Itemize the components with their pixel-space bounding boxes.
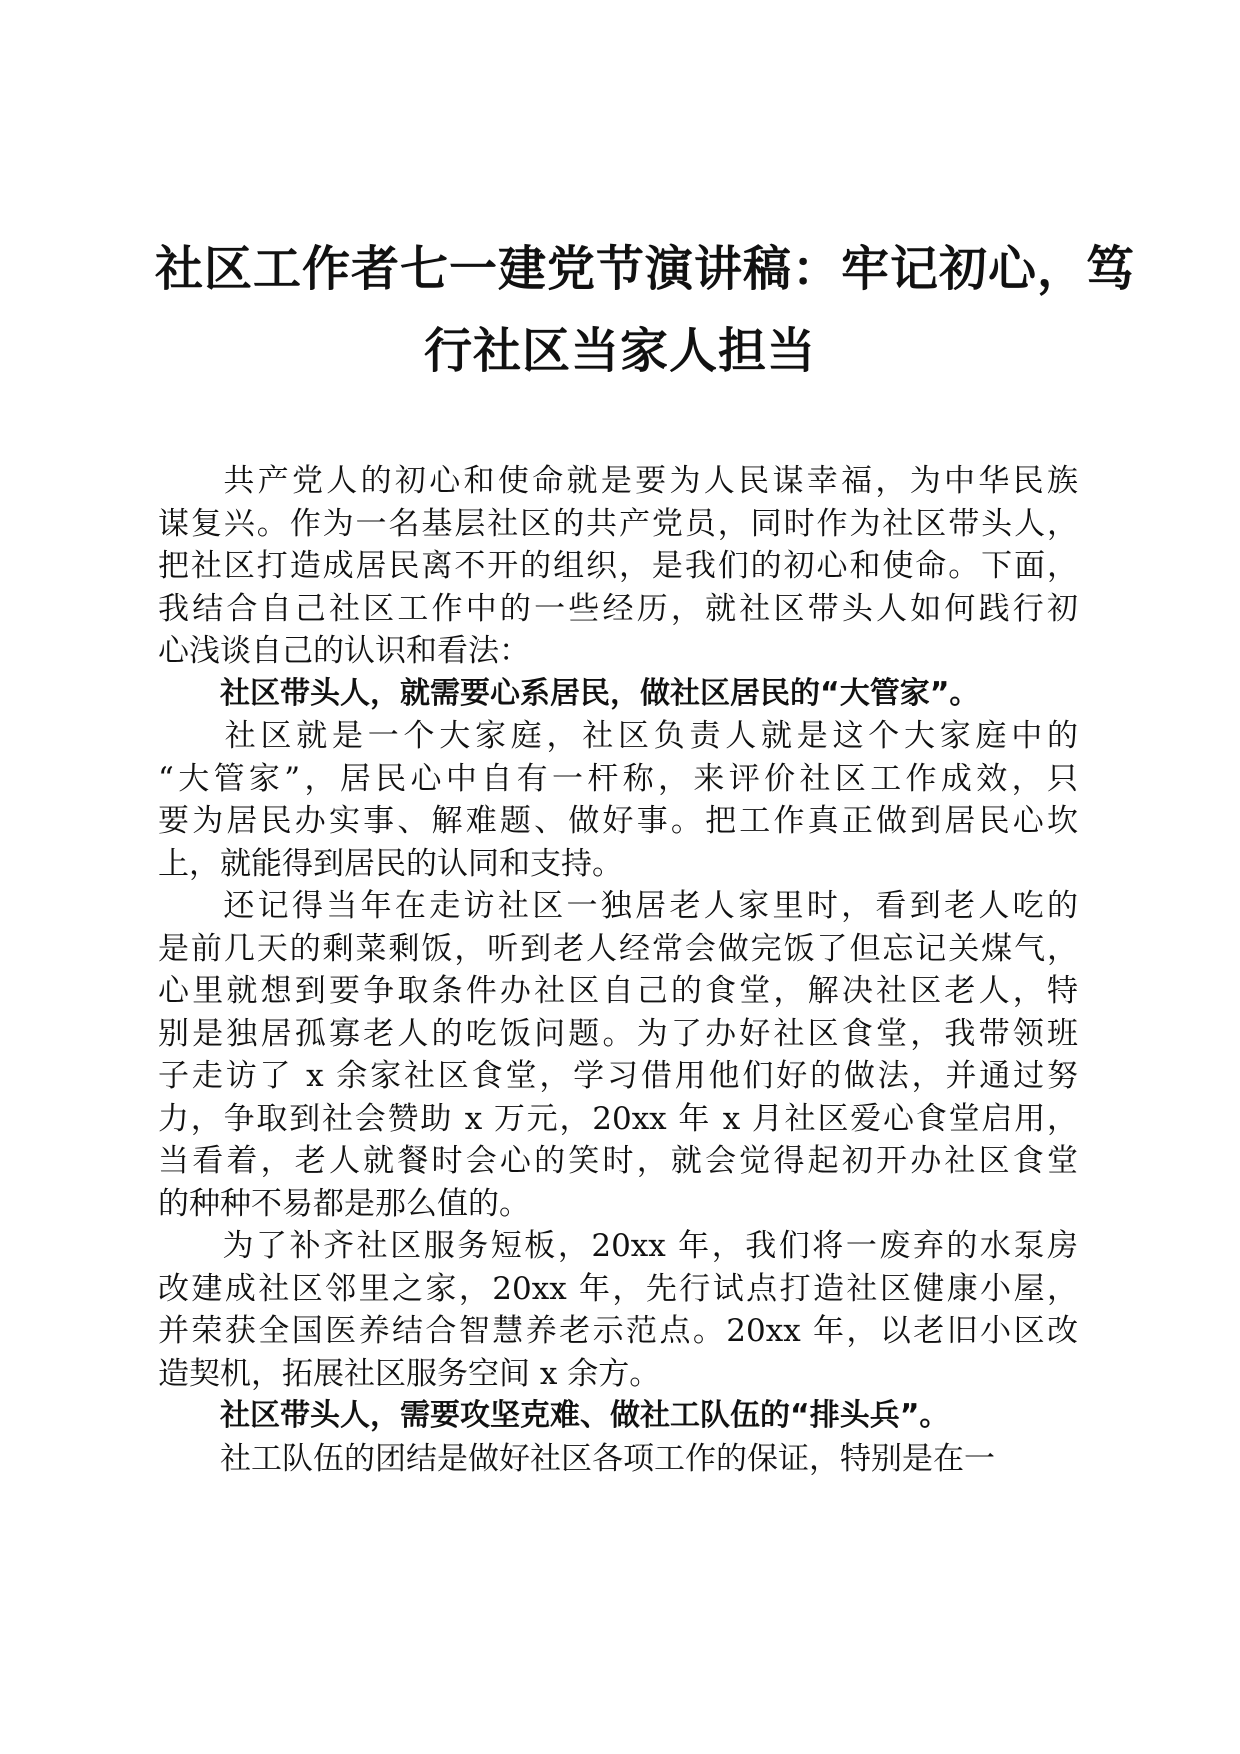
paragraph-line-text: 心里就想到要争取条件办社区自己的食堂，解决社区老人，特 — [158, 973, 1078, 1009]
paragraph-line — [158, 1268, 1078, 1311]
paragraph-line — [158, 1013, 1078, 1056]
paragraph-line-text: 的种种不易都是那么值的。 — [158, 1185, 530, 1222]
body-paragraph — [158, 1438, 1078, 1481]
paragraph-line — [158, 800, 1078, 843]
document-title — [155, 228, 1136, 392]
paragraph-line-text: 造契机，拓展社区服务空间 x 余方。 — [158, 1355, 661, 1392]
paragraph-line-text: 心浅谈自己的认识和看法： — [158, 633, 530, 669]
paragraph-line — [158, 1140, 1078, 1183]
document-body — [158, 460, 1078, 1480]
paragraph-line-text: 力，争取到社会赞助 x 万元，20xx 年 x 月社区爱心食堂启用， — [158, 1100, 1078, 1137]
paragraph-line-text: 谋复兴。作为一名基层社区的共产党员，同时作为社区带头人， — [158, 505, 1078, 542]
paragraph-line-text: 改建成社区邻里之家，20xx 年，先行试点打造社区健康小屋， — [158, 1270, 1078, 1307]
section-heading-text: 社区带头人，就需要心系居民，做社区居民的“大管家”。 — [220, 675, 980, 711]
body-paragraph — [158, 460, 1078, 673]
paragraph-line-text: 是前几天的剩菜剩饭，听到老人经常会做完饭了但忘记关煤气， — [158, 930, 1078, 967]
paragraph-line — [158, 503, 1078, 546]
paragraph-line — [158, 715, 1078, 758]
body-paragraph — [158, 1225, 1078, 1395]
paragraph-line-text: “大管家”，居民心中自有一杆称，来评价社区工作成效，只 — [158, 760, 1078, 797]
paragraph-line-text: 我结合自己社区工作中的一些经历，就社区带头人如何践行初 — [158, 590, 1078, 627]
paragraph-line-text: 共产党人的初心和使命就是要为人民谋幸福，为中华民族 — [220, 463, 1078, 499]
paragraph-line-text: 社区就是一个大家庭，社区负责人就是这个大家庭中的 — [220, 718, 1078, 754]
paragraph-line — [158, 630, 1078, 673]
paragraph-line-text: 社工队伍的团结是做好社区各项工作的保证，特别是在一 — [220, 1440, 995, 1477]
paragraph-line — [158, 1183, 1078, 1226]
paragraph-line — [158, 758, 1078, 801]
paragraph-line-text: 把社区打造成居民离不开的组织，是我们的初心和使命。下面， — [158, 548, 1078, 584]
body-paragraph — [158, 885, 1078, 1225]
paragraph-line — [158, 928, 1078, 971]
paragraph-line-text: 要为居民办实事、解难题、做好事。把工作真正做到居民心坎 — [158, 803, 1078, 839]
paragraph-line-text: 别是独居孤寡老人的吃饭问题。为了办好社区食堂，我带领班 — [158, 1015, 1078, 1052]
paragraph-line-text: 并荣获全国医养结合智慧养老示范点。20xx 年，以老旧小区改 — [158, 1313, 1078, 1349]
paragraph-line — [158, 1353, 1078, 1396]
document-title-line-1: 社区工作者七一建党节演讲稿：牢记初心，笃 — [155, 241, 1136, 297]
section-heading — [158, 673, 1078, 716]
paragraph-line-text: 为了补齐社区服务短板，20xx 年，我们将一废弃的水泵房 — [220, 1228, 1078, 1264]
section-heading — [158, 1395, 1078, 1438]
paragraph-line-text: 还记得当年在走访社区一独居老人家里时，看到老人吃的 — [220, 888, 1078, 924]
paragraph-line-text: 当看着，老人就餐时会心的笑时，就会觉得起初开办社区食堂 — [158, 1143, 1078, 1179]
paragraph-line — [158, 1310, 1078, 1353]
paragraph-line — [158, 970, 1078, 1013]
document-title-line-2: 行社区当家人担当 — [423, 323, 816, 379]
paragraph-line-text: 上，就能得到居民的认同和支持。 — [158, 845, 623, 882]
paragraph-line — [158, 545, 1078, 588]
paragraph-line — [158, 588, 1078, 631]
paragraph-line — [158, 885, 1078, 928]
paragraph-line-text: 子走访了 x 余家社区食堂，学习借用他们好的做法，并通过努 — [158, 1058, 1078, 1094]
paragraph-line — [158, 1438, 1078, 1481]
paragraph-line — [158, 460, 1078, 503]
paragraph-line — [158, 1098, 1078, 1141]
paragraph-line — [158, 1055, 1078, 1098]
section-heading-text: 社区带头人，需要攻坚克难、做社工队伍的“排头兵”。 — [220, 1398, 950, 1433]
paragraph-line — [158, 843, 1078, 886]
paragraph-line — [158, 1225, 1078, 1268]
body-paragraph — [158, 715, 1078, 885]
